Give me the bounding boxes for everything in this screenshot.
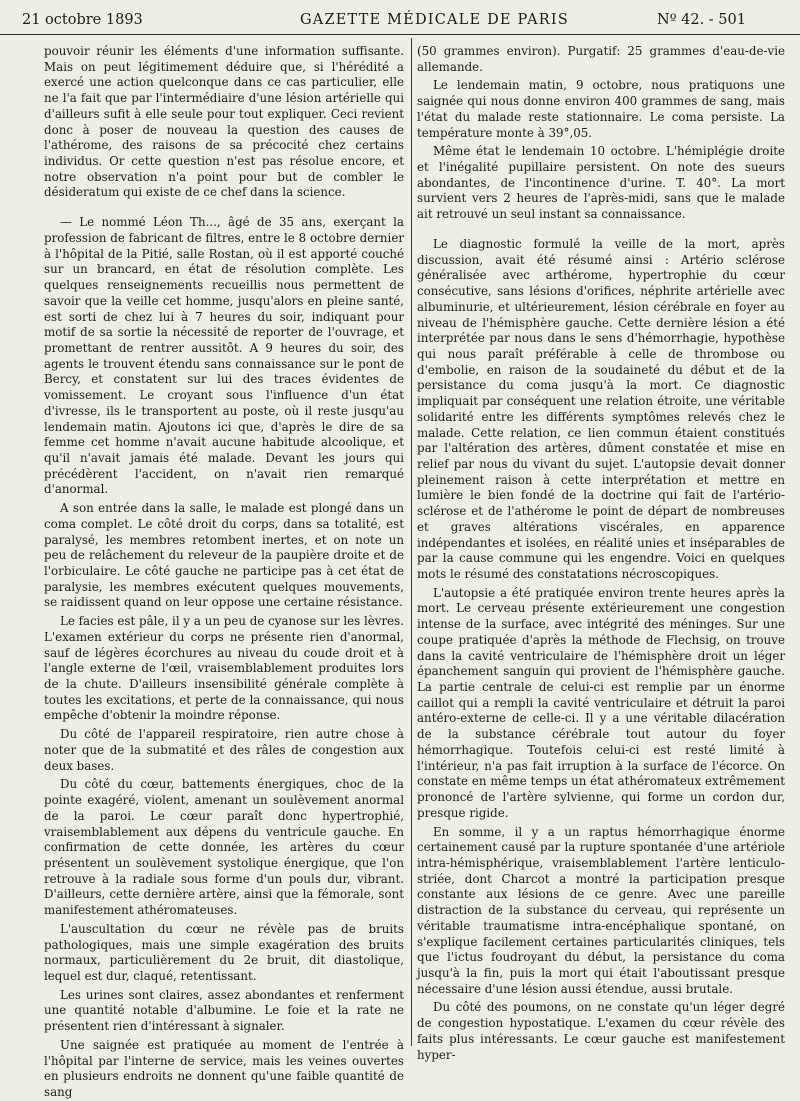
right-column — [417, 44, 785, 1062]
paragraph: En somme, il y a un raptus hémorrhagique énorme certainement causé par la rupture spontanée d'une artériole intra-hémisphérique, vraisemblablement l'artère lenticulo-striée, dont Charcot a montré la participation presque constante aux lésions de ce genre. Avec une pareille distraction de la substance du cerveau, qui représente un véritable traumatisme intra-encéphalique spontané, on s'explique facilement certaines particularités cliniques, tels que l'ictus foudroyant du début, la persistance du coma jusqu'à la fin, puis la mort qui était l'aboutissant presque nécessaire d'une lésion aussi étendue, aussi brutale. — [417, 824, 785, 996]
paragraph: Une saignée est pratiquée au moment de l'entrée à l'hôpital par l'interne de service, mais les veines ouvertes en plusieurs endroits ne donnent qu'une faible quantité de sang — [44, 1037, 404, 1099]
paragraph: Du côté du cœur, battements énergiques, choc de la pointe exagéré, violent, amenant un soulèvement anormal de la paroi. Le cœur paraît donc hypertrophié, vraisemblablement aux dépens du ventricule gauche. En confirmation de cette donnée, les artères du cœur présentent un soulèvement systolique énergique, que l'on retrouve à la radiale sous forme d'un pouls dur, vibrant. D'ailleurs, cette dernière artère, ainsi que la fémorale, sont manifestement athéromateuses. — [44, 777, 404, 918]
paragraph: — Le nommé Léon Th..., âgé de 35 ans, exerçant la profession de fabricant de filtres, entre le 8 octobre dernier à l'hôpital de la Pitié, salle Rostan, où il est apporté couché sur un brancard, en état de résolution complète. Les quelques renseignements recueillis nous permettent de savoir que la veille cet homme, jusqu'alors en pleine santé, est sorti de chez lui à 7 heures du soir, indiquant pour motif de sa sortie la nécessité de reporter de l'ouvrage, et promettant de rentrer aussitôt. A 9 heures du soir, des agents le trouvent étendu sans connaissance sur le pont de Bercy, et constatent sur lui des traces évidentes de vomissement. Le croyant sous l'influence d'un état d'ivresse, ils le transportent au poste, où il reste jusqu'au lendemain matin. Ajoutons ici que, d'après le dire de sa femme cet homme n'avait aucune habitude alcoolique, et qu'il n'avait jamais été malade. Devant les jours qui précédèrent l'accident, on n'avait rien remarqué d'anormal. — [44, 215, 404, 497]
paragraph: Du côté des poumons, on ne constate qu'un léger degré de congestion hypostatique. L'examen du cœur révèle des faits plus intéressants. Le cœur gauche est manifestement hyper- — [417, 1000, 785, 1062]
paragraph: (50 grammes environ). Purgatif: 25 grammes d'eau-de-vie allemande. — [417, 44, 785, 74]
paragraph: Du côté de l'appareil respiratoire, rien autre chose à noter que de la submatité et des râles de congestion aux deux bases. — [44, 727, 404, 773]
paragraph: Le diagnostic formulé la veille de la mort, après discussion, avait été résumé ainsi : Artério sclérose généralisée avec arthérome, hypertrophie du cœur consécutive, sans lésions d'orifices, néphrite artérielle avec albuminurie, et ultérieurement, lésion cérébrale en foyer au niveau de l'hémisphère gauche. Cette dernière lésion a été interprétée par nous dans le sens d'hémorrhagie, hypothèse qui nous paraît préférable à celle de thrombose ou d'embolie, en raison de la soudaineté du début et de la persistance du coma jusqu'à la mort. Ce diagnostic impliquait par conséquent une relation étroite, une véritable solidarité entre les différents symptômes relevés chez le malade. Cette relation, ce lien commun étaient constitués par l'altération des artères, dûment constatée et mise en relief par nous du vivant du sujet. L'autopsie devait donner pleinement raison à cette interprétation et mettre en lumière le bien fondé de la doctrine qui fait de l'artério-sclérose et de l'athérome le point de départ de nombreuses et graves altérations viscérales, en apparence indépendantes et isolées, en réalité unies et inséparables de par la cause commune qui les engendre. Voici en quelques mots le résumé des constatations nécroscopiques. — [417, 236, 785, 581]
paragraph: L'autopsie a été pratiquée environ trente heures après la mort. Le cerveau présente extérieurement une congestion intense de la surface, avec intégrité des méninges. Sur une coupe pratiquée d'après la méthode de Flechsig, on trouve dans la cavité ventriculaire de l'hémisphère droit un léger épanchement sanguin qui provient de l'hémisphère gauche. La partie centrale de celui-ci est remplie par un énorme caillot qui a rempli la cavité ventriculaire et détruit la paroi antéro-externe de celle-ci. Il y a une véritable dilacération de la substance cérébrale tout autour du foyer hémorrhagique. Toutefois celui-ci est resté limité à l'intérieur, n'a pas fait irruption à la surface de l'écorce. On constate en même temps un état athéromateux extrêmement prononcé de l'artère sylvienne, qui forme un cordon dur, presque rigide. — [417, 585, 785, 820]
paragraph: Même état le lendemain 10 octobre. L'hémiplégie droite et l'inégalité pupillaire persistent. On note des sueurs abondantes, de l'incontinence d'urine. T. 40°. La mort survient vers 2 heures de l'après-midi, sans que le malade ait retrouvé un seul instant sa connaissance. — [417, 144, 785, 222]
paragraph: A son entrée dans la salle, le malade est plongé dans un coma complet. Le côté droit du corps, dans sa totalité, est paralysé, les membres retombent inertes, et on note un peu de relâchement du releveur de la paupière droite et de l'orbiculaire. Le côté gauche ne participe pas à cet état de paralysie, les membres exécutent quelques mouvements, se raidissent quand on leur oppose une certaine résistance. — [44, 501, 404, 610]
paragraph: Le lendemain matin, 9 octobre, nous pratiquons une saignée qui nous donne environ 400 grammes de sang, mais l'état du malade reste stationnaire. Le coma persiste. La température monte à 39°,05. — [417, 78, 785, 140]
paragraph: Les urines sont claires, assez abondantes et renferment une quantité notable d'albumine. Le foie et la rate ne présentent rien d'intéressant à signaler. — [44, 987, 404, 1034]
paragraph: L'auscultation du cœur ne révèle pas de bruits pathologiques, mais une simple exagération des bruits normaux, particulièrement du 2e bruit, dit diastolique, lequel est dur, claqué, retentissant. — [44, 921, 404, 983]
page-header — [0, 8, 800, 35]
left-column — [44, 44, 404, 1099]
paragraph: Le facies est pâle, il y a un peu de cyanose sur les lèvres. L'examen extérieur du corps ne présente rien d'anormal, sauf de légères écorchures au niveau du coude droit et à l'angle externe de l'œil, vraisemblablement produites lors de la chute. D'ailleurs insensibilité générale complète à toutes les excitations, et perte de la connaissance, qui nous empêche d'obtenir la moindre réponse. — [44, 614, 404, 723]
paragraph: pouvoir réunir les éléments d'une information suffisante. Mais on peut légitimement déduire que, si l'hérédité a exercé une action quelconque dans ce cas particulier, elle ne l'a fait que par l'intermédiaire d'une lésion artérielle qui d'ailleurs sufit à elle seule pour tout expliquer. Ceci revient donc à poser de nouveau la question des causes de l'athérome, des raisons de sa précocité chez certains individus. Or cette question n'est pas résolue encore, et notre observation n'a point pour but de combler le désideratum qui existe de ce chef dans la science. — [44, 44, 404, 200]
header-page-number: Nº 42. - 501 — [657, 12, 746, 28]
column-divider — [411, 38, 412, 1046]
header-date: 21 octobre 1893 — [22, 12, 143, 28]
header-title: GAZETTE MÉDICALE DE PARIS — [300, 12, 569, 28]
